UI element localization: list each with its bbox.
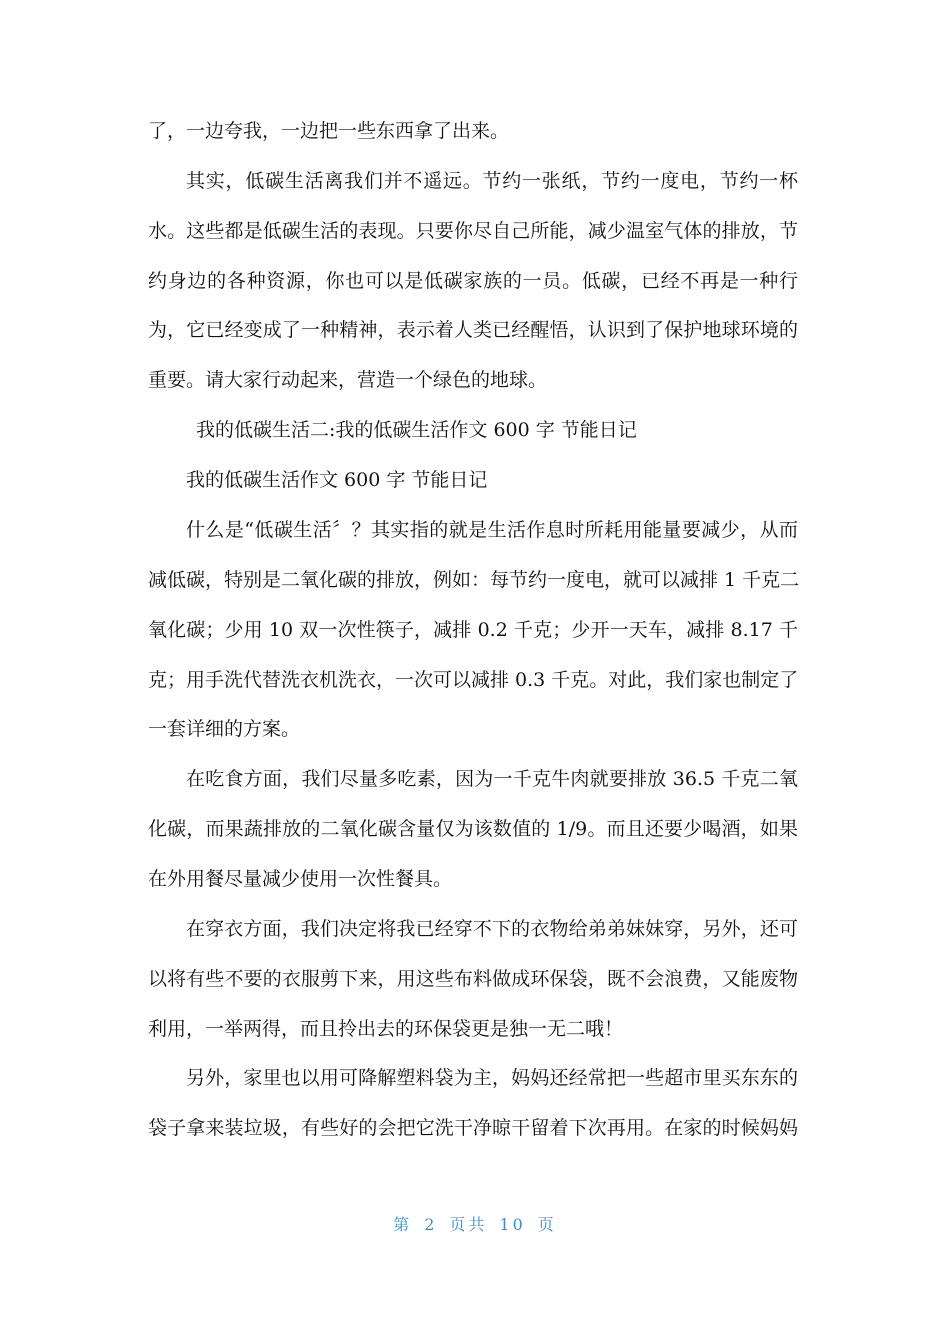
section-heading: 我的低碳生活二:我的低碳生活作文 600 字 节能日记	[196, 419, 637, 441]
article-title: 我的低碳生活作文 600 字 节能日记	[186, 469, 488, 491]
page-total: 10	[499, 1215, 526, 1234]
footer-middle: 页共	[449, 1215, 488, 1234]
footer-suffix: 页	[537, 1215, 557, 1234]
text-line: 以将有些不要的衣服剪下来，用这些布料做成环保袋，既不会浪费，又能废物	[148, 968, 798, 990]
page-number: 2	[424, 1215, 438, 1234]
paragraph-first-line: 在吃食方面，我们尽量多吃素，因为一千克牛肉就要排放 36.5 千克二氧	[186, 768, 798, 790]
text-line: 了，一边夸我，一边把一些东西拿了出来。	[148, 120, 510, 142]
text-line: 氧化碳；少用 10 双一次性筷子，减排 0.2 千克；少开一天车，减排 8.17 千	[148, 619, 798, 641]
paragraph-first-line: 在穿衣方面，我们决定将我已经穿不下的衣物给弟弟妹妹穿，另外，还可	[186, 918, 798, 940]
text-line: 减低碳，特别是二氧化碳的排放，例如：每节约一度电，就可以减排 1 千克二	[148, 569, 800, 591]
text-line: 水。这些都是低碳生活的表现。只要你尽自己所能，减少温室气体的排放，节	[148, 220, 798, 242]
page-footer	[0, 1212, 950, 1235]
paragraph-first-line: 什么是“低碳生活〞？其实指的就是生活作息时所耗用能量要减少，从而	[186, 519, 798, 541]
text-line: 为，它已经变成了一种精神，表示着人类已经醒悟，认识到了保护地球环境的	[148, 319, 798, 341]
text-line: 克；用手洗代替洗衣机洗衣，一次可以减排 0.3 千克。对此，我们家也制定了	[148, 669, 799, 691]
text-line: 化碳，而果蔬排放的二氧化碳含量仅为该数值的 1/9。而且还要少喝酒，如果	[148, 818, 798, 840]
paragraph-first-line: 其实，低碳生活离我们并不遥远。节约一张纸，节约一度电，节约一杯	[186, 170, 798, 192]
text-line: 一套详细的方案。	[148, 718, 301, 740]
text-line: 重要。请大家行动起来，营造一个绿色的地球。	[148, 369, 548, 391]
footer-prefix: 第	[393, 1215, 413, 1234]
text-line: 在外用餐尽量减少使用一次性餐具。	[148, 868, 453, 890]
text-line: 约身边的各种资源，你也可以是低碳家族的一员。低碳，已经不再是一种行	[148, 270, 798, 292]
text-line: 利用，一举两得，而且拎出去的环保袋更是独一无二哦！	[148, 1018, 624, 1040]
text-line: 袋子拿来装垃圾，有些好的会把它洗干净晾干留着下次再用。在家的时候妈妈	[148, 1117, 798, 1139]
paragraph-first-line: 另外，家里也以用可降解塑料袋为主，妈妈还经常把一些超市里买东东的	[186, 1067, 798, 1089]
